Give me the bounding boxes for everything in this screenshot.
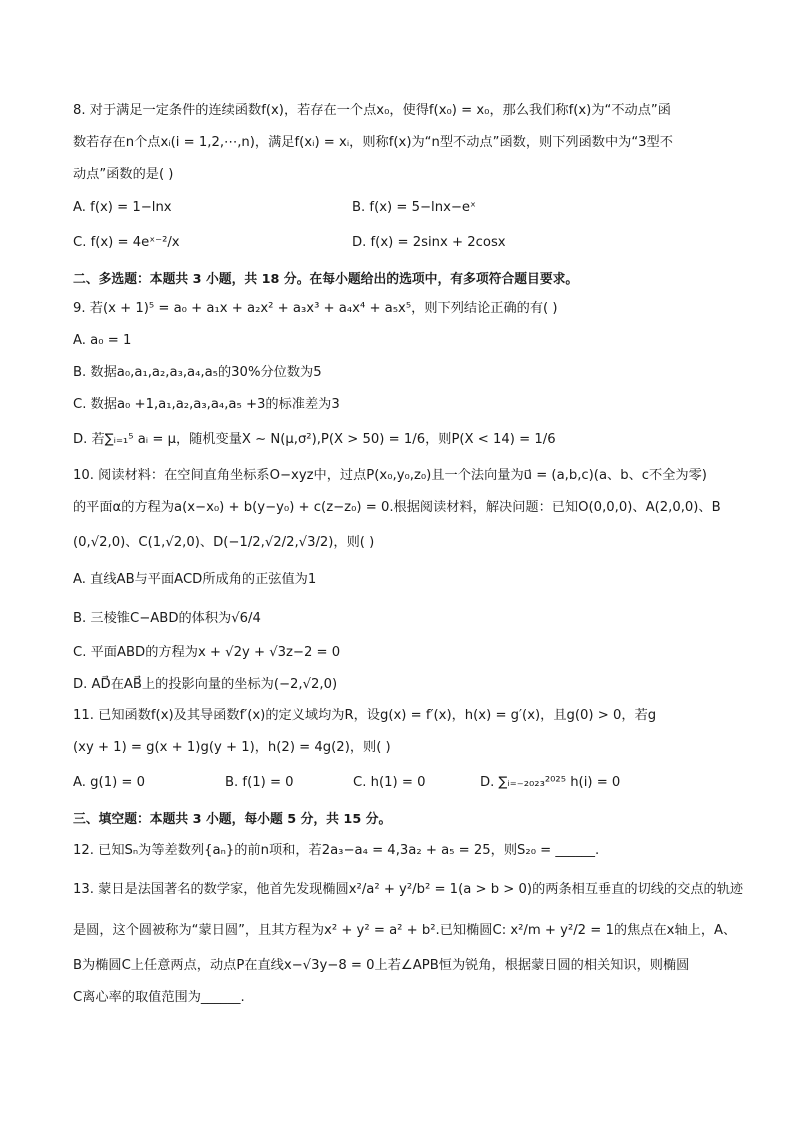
q13-stem-line-3: B为椭圆C上任意两点，动点P在直线x−√3y−8 = 0上若∠APB恒为锐角，根据蒙日圆的相关知识，则椭圆 bbox=[73, 958, 690, 973]
q10-option-a: A. 直线AB与平面ACD所成角的正弦值为1 bbox=[73, 572, 317, 587]
q8-options-row-1 bbox=[73, 198, 713, 220]
q9-option-c: C. 数据a₀ +1,a₁,a₂,a₃,a₄,a₅ +3的标准差为3 bbox=[73, 397, 340, 412]
q10-stem-line-2: 的平面α的方程为a(x−x₀) + b(y−y₀) + c(z−z₀) = 0.根据阅读材料，解决问题：已知O(0,0,0)、A(2,0,0)、B bbox=[73, 500, 721, 515]
q8-options-row-2 bbox=[73, 233, 713, 255]
q8-option-a: A. f(x) = 1−lnx bbox=[73, 200, 172, 215]
q8-option-d: D. f(x) = 2sinx + 2cosx bbox=[352, 235, 506, 250]
q8-stem-line-3: 动点”函数的是( ) bbox=[73, 167, 174, 182]
section-fill-in-heading: 三、填空题：本题共 3 小题，每小题 5 分，共 15 分。 bbox=[73, 812, 392, 827]
q10-stem-line-1: 10. 阅读材料：在空间直角坐标系O−xyz中，过点P(x₀,y₀,z₀)且一个法向量为u⃗ = (a,b,c)(a、b、c不全为零) bbox=[73, 468, 707, 483]
q8-stem-line-2: 数若存在n个点xᵢ(i = 1,2,⋯,n)，满足f(xᵢ) = xᵢ，则称f(x)为“n型不动点”函数，则下列函数中为“3型不 bbox=[73, 135, 673, 150]
q11-option-d: D. ∑ᵢ₌₋₂₀₂₃²⁰²⁵ h(i) = 0 bbox=[480, 775, 621, 790]
q13-stem-line-4: C离心率的取值范围为______. bbox=[73, 990, 245, 1005]
q13-stem-line-2: 是圆，这个圆被称为“蒙日圆”，且其方程为x² + y² = a² + b².已知椭圆C: x²/m + y²/2 = 1的焦点在x轴上，A、 bbox=[73, 923, 737, 938]
q11-option-c: C. h(1) = 0 bbox=[353, 775, 426, 790]
q8-stem-line-1: 8. 对于满足一定条件的连续函数f(x)，若存在一个点x₀，使得f(x₀) = x₀，那么我们称f(x)为“不动点”函 bbox=[73, 103, 671, 118]
q8-option-c: C. f(x) = 4eˣ⁻²/x bbox=[73, 235, 180, 250]
q10-option-b: B. 三棱锥C−ABD的体积为√6/4 bbox=[73, 611, 261, 626]
section-multiple-choice-heading: 二、多选题：本题共 3 小题，共 18 分。在每小题给出的选项中，有多项符合题目要求。 bbox=[73, 272, 579, 287]
q10-option-d: D. AD⃗在AB⃗上的投影向量的坐标为(−2,√2,0) bbox=[73, 677, 338, 692]
q10-stem-line-3: (0,√2,0)、C(1,√2,0)、D(−1/2,√2/2,√3/2)，则( ) bbox=[73, 535, 375, 550]
q9-option-b: B. 数据a₀,a₁,a₂,a₃,a₄,a₅的30%分位数为5 bbox=[73, 365, 322, 380]
q12-stem: 12. 已知Sₙ为等差数列{aₙ}的前n项和，若2a₃−a₄ = 4,3a₂ + a₅ = 25，则S₂₀ = ______. bbox=[73, 843, 600, 858]
q11-stem-line-1: 11. 已知函数f(x)及其导函数f′(x)的定义域均为R，设g(x) = f′(x)，h(x) = g′(x)，且g(0) > 0，若g bbox=[73, 708, 657, 723]
q10-option-c: C. 平面ABD的方程为x + √2y + √3z−2 = 0 bbox=[73, 645, 341, 660]
q11-option-b: B. f(1) = 0 bbox=[225, 775, 294, 790]
q8-option-b: B. f(x) = 5−lnx−eˣ bbox=[352, 200, 476, 215]
q9-option-d: D. 若∑ᵢ₌₁⁵ aᵢ = μ，随机变量X ∼ N(μ,σ²),P(X > 50) = 1/6，则P(X < 14) = 1/6 bbox=[73, 432, 556, 447]
q13-stem-line-1: 13. 蒙日是法国著名的数学家，他首先发现椭圆x²/a² + y²/b² = 1(a > b > 0)的两条相互垂直的切线的交点的轨迹 bbox=[73, 882, 744, 897]
q11-options-row bbox=[73, 773, 713, 795]
q11-stem-line-2: (xy + 1) = g(x + 1)g(y + 1)，h(2) = 4g(2)，则( ) bbox=[73, 740, 391, 755]
q11-option-a: A. g(1) = 0 bbox=[73, 775, 146, 790]
q9-option-a: A. a₀ = 1 bbox=[73, 333, 132, 348]
q9-stem: 9. 若(x + 1)⁵ = a₀ + a₁x + a₂x² + a₃x³ + a₄x⁴ + a₅x⁵，则下列结论正确的有( ) bbox=[73, 301, 558, 316]
